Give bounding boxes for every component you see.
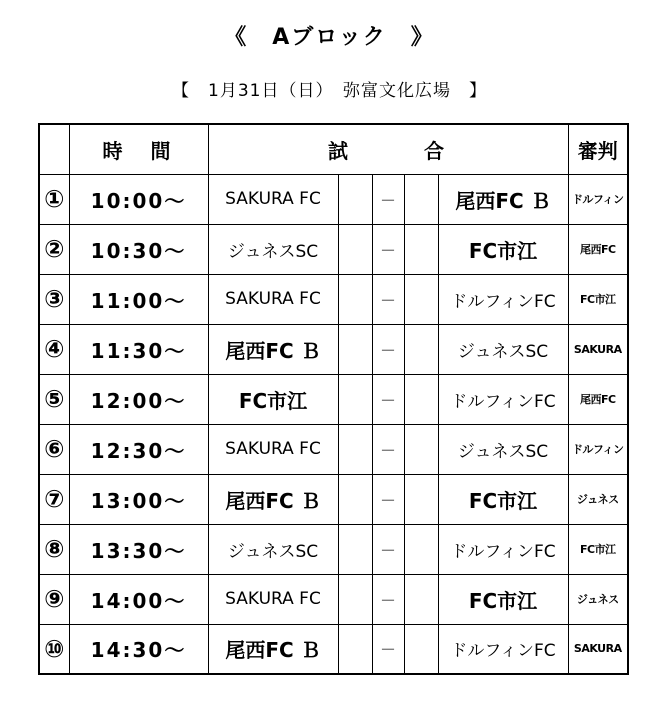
match-number: ⑤ (39, 374, 69, 424)
score-dash: － (372, 524, 404, 574)
home-score (338, 374, 372, 424)
header-match: 試 合 (208, 124, 568, 174)
home-team: SAKURA FC (208, 574, 338, 624)
home-score (338, 324, 372, 374)
away-score (404, 624, 438, 674)
away-score (404, 174, 438, 224)
match-time: 14:00～ (69, 574, 208, 624)
home-score (338, 224, 372, 274)
home-team: 尾西FC Ｂ (208, 474, 338, 524)
away-team: ドルフィンFC (438, 374, 568, 424)
away-score (404, 324, 438, 374)
table-row (39, 524, 628, 574)
table-row (39, 274, 628, 324)
away-team: ドルフィンFC (438, 624, 568, 674)
score-dash: － (372, 274, 404, 324)
score-dash: － (372, 474, 404, 524)
header-referee: 審判 (568, 124, 628, 174)
away-team: ドルフィンFC (438, 524, 568, 574)
match-time: 12:30～ (69, 424, 208, 474)
away-score (404, 274, 438, 324)
away-team: 尾西FC Ｂ (438, 174, 568, 224)
referee: SAKURA (568, 324, 628, 374)
home-score (338, 524, 372, 574)
away-team: FC市江 (438, 474, 568, 524)
table-row (39, 324, 628, 374)
score-dash: － (372, 624, 404, 674)
score-dash: － (372, 374, 404, 424)
match-number: ② (39, 224, 69, 274)
home-team: SAKURA FC (208, 174, 338, 224)
home-team: 尾西FC Ｂ (208, 324, 338, 374)
referee: 尾西FC (568, 224, 628, 274)
home-team: ジュネスSC (208, 224, 338, 274)
home-score (338, 624, 372, 674)
away-team: FC市江 (438, 224, 568, 274)
table-row (39, 374, 628, 424)
table-row (39, 424, 628, 474)
score-dash: － (372, 224, 404, 274)
score-dash: － (372, 574, 404, 624)
score-dash: － (372, 324, 404, 374)
date-venue: 【 1月31日（日） 弥富文化広場 】 (172, 81, 487, 101)
home-score (338, 174, 372, 224)
referee: ジュネス (568, 574, 628, 624)
match-number: ⑧ (39, 524, 69, 574)
block-title: 《 Aブロック 》 (224, 25, 435, 50)
match-time: 10:30～ (69, 224, 208, 274)
match-number: ① (39, 174, 69, 224)
away-score (404, 224, 438, 274)
match-time: 10:00～ (69, 174, 208, 224)
match-number: ⑥ (39, 424, 69, 474)
match-time: 13:30～ (69, 524, 208, 574)
match-number: ⑦ (39, 474, 69, 524)
table-row (39, 624, 628, 674)
match-number: ⑨ (39, 574, 69, 624)
away-score (404, 474, 438, 524)
home-score (338, 574, 372, 624)
referee: ドルフィン (568, 424, 628, 474)
away-team: ジュネスSC (438, 324, 568, 374)
score-dash: － (372, 174, 404, 224)
away-score (404, 424, 438, 474)
header-number (39, 124, 69, 174)
away-score (404, 374, 438, 424)
home-score (338, 274, 372, 324)
match-time: 11:30～ (69, 324, 208, 374)
referee: ドルフィン (568, 174, 628, 224)
away-score (404, 574, 438, 624)
score-dash: － (372, 424, 404, 474)
referee: SAKURA (568, 624, 628, 674)
header-time: 時 間 (69, 124, 208, 174)
match-time: 13:00～ (69, 474, 208, 524)
home-score (338, 474, 372, 524)
referee: ジュネス (568, 474, 628, 524)
home-score (338, 424, 372, 474)
match-number: ③ (39, 274, 69, 324)
home-team: FC市江 (208, 374, 338, 424)
table-row (39, 224, 628, 274)
match-number: ⑩ (39, 624, 69, 674)
table-row (39, 174, 628, 224)
schedule-table (38, 123, 629, 675)
referee: 尾西FC (568, 374, 628, 424)
home-team: 尾西FC Ｂ (208, 624, 338, 674)
match-number: ④ (39, 324, 69, 374)
table-row (39, 474, 628, 524)
referee: FC市江 (568, 274, 628, 324)
match-time: 14:30～ (69, 624, 208, 674)
away-team: ドルフィンFC (438, 274, 568, 324)
match-time: 11:00～ (69, 274, 208, 324)
away-score (404, 524, 438, 574)
home-team: SAKURA FC (208, 274, 338, 324)
home-team: SAKURA FC (208, 424, 338, 474)
away-team: ジュネスSC (438, 424, 568, 474)
header-row (39, 124, 628, 174)
table-row (39, 574, 628, 624)
referee: FC市江 (568, 524, 628, 574)
match-time: 12:00～ (69, 374, 208, 424)
home-team: ジュネスSC (208, 524, 338, 574)
away-team: FC市江 (438, 574, 568, 624)
